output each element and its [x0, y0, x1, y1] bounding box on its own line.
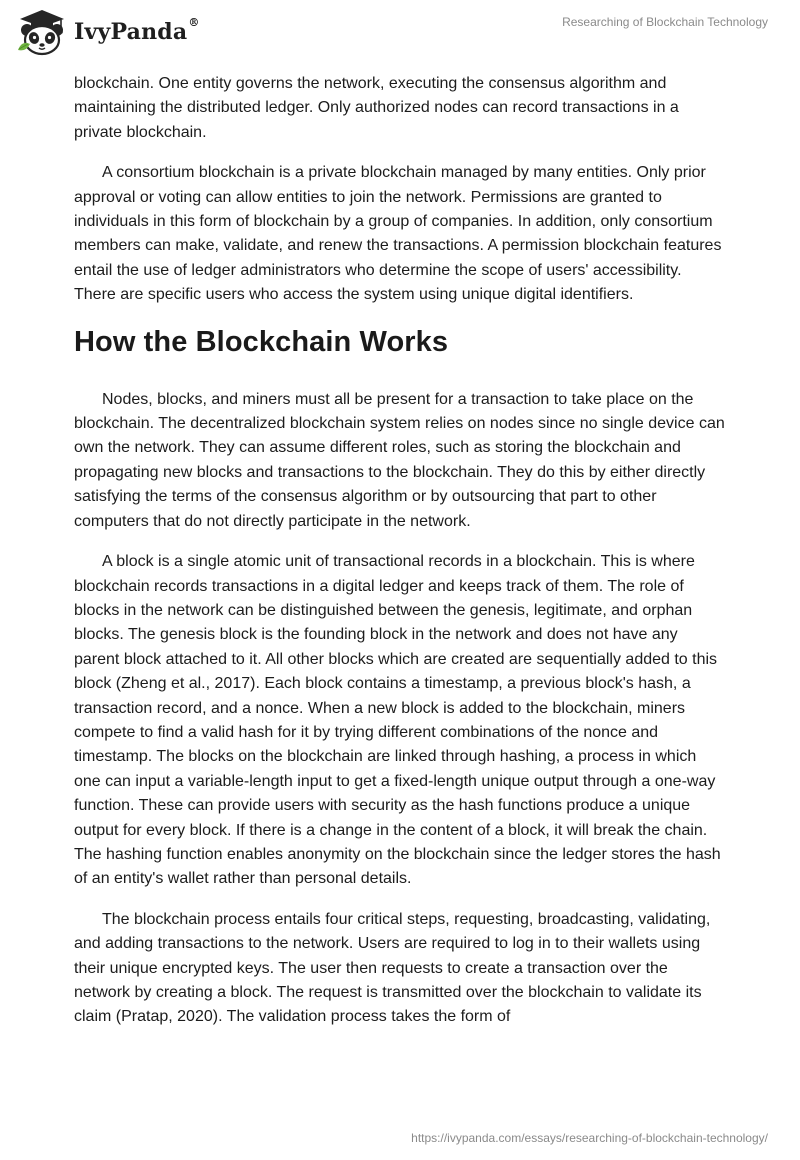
paragraph-private-blockchain: blockchain. One entity governs the network, executing the consensus algorithm and maintaining the distributed ledger. Only authorized nodes can record transactions in a private blockchain. [74, 75, 679, 141]
panda-logo-icon [14, 6, 70, 58]
paragraph-consortium-blockchain: A consortium blockchain is a private blockchain managed by many entities. Only prior approval or voting can allow entities to join the network. Permissions are granted to individuals in this form of blockchain by a group of companies. In addition, only consortium members can make, validate, and renew the transactions. A permission blockchain features entail the use of ledger administrators who determine the scope of users' accessibility. There are specific users who access the system using unique digital identifiers. [74, 164, 722, 304]
logo-text: IvyPanda [74, 19, 188, 45]
paragraph-blocks: A block is a single atomic unit of transactional records in a blockchain. This is where blockchain records transactions in a digital ledger and keeps track of them. The role of blocks in the network can be distinguished between the genesis, legitimate, and orphan blocks. The genesis block is the founding block in the network and does not have any parent block attached to it. All other blocks which are created are sequentially added to this block (Zheng et al., 2017). Each block contains a timestamp, a previous block's hash, a transaction record, and a nonce. When a new block is added to the blockchain, miners compete to find a valid hash for it by trying different combinations of the nonce and timestamp. The blocks on the blockchain are linked through hashing, a process in which one can input a variable-length input to get a fixed-length unique output through a one-way function. These can provide users with security as the hash functions produce a unique output for every block. If there is a change in the content of a block, it will break the chain. The hashing function enables anonymity on the blockchain since the ledger stores the hash of an entity's wallet rather than personal details. [74, 553, 721, 888]
registered-mark: ® [188, 16, 200, 29]
paragraph-process: The blockchain process entails four critical steps, requesting, broadcasting, validating, and adding transactions to the network. Users are required to log in to their wallets using their unique encrypted keys. The user then requests to create a transaction over the network by creating a block. The request is transmitted over the blockchain to validate its claim (Pratap, 2020). The validation process takes the form of [74, 910, 711, 1026]
document-title: Researching of Blockchain Technology [562, 15, 768, 29]
page-header [0, 0, 800, 60]
logo-wordmark [74, 16, 200, 45]
source-url[interactable]: https://ivypanda.com/essays/researching-of-blockchain-technology/ [411, 1131, 768, 1145]
paragraph-nodes: Nodes, blocks, and miners must all be present for a transaction to take place on the blockchain. The decentralized blockchain system relies on nodes since no single device can own the network. They can assume different roles, such as storing the blockchain and propagating new blocks and transactions to the blockchain. They do this by either directly satisfying the terms of the consensus algorithm or by outsourcing that part to other computers that do not directly participate in the network. [74, 390, 725, 530]
essay-body [74, 72, 726, 1046]
section-heading: How the Blockchain Works [74, 325, 449, 358]
site-logo[interactable] [14, 6, 200, 58]
